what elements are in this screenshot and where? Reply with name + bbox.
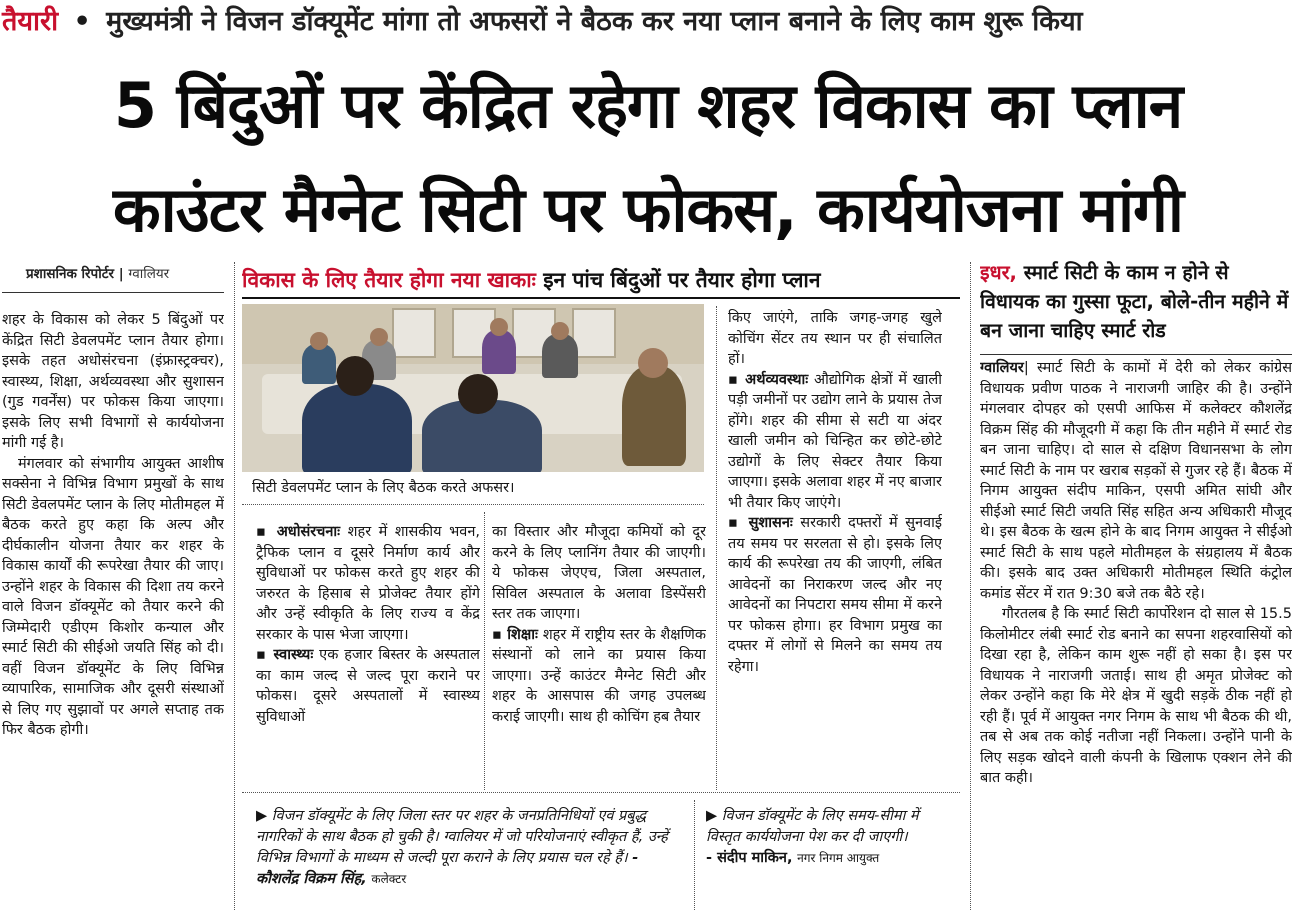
middle-section-heading [242,262,960,298]
right-paragraph-2: गौरतलब है कि स्मार्ट सिटी कार्पोरेशन दो साल से 15.5 किलोमीटर लंबी स्मार्ट रोड बनाने का सपना शहरवासियों को दिखा रहा है, लेकिन काम शुरू नहीं हो सका है। इस पर विधायक ने नाराजगी जताई। साथ ही अमृत प्रोजेक्ट को लेकर उन्होंने कहा कि मेरे क्षेत्र में खुदी सड़कें ठीक नहीं हो रही हैं। पूर्व में आयुक्त नगर निगम के साथ भी बैठक की थी, तब से अब तक कोई नतीजा नहीं निकला। उन्होंने पानी के लिए सड़क खोदने वाली कंपनी के खिलाफ एक्शन लेने की बात कही। [980,606,1292,786]
photo-head [370,328,388,346]
kicker-line [0,0,1296,48]
commissioner-quote [706,806,942,906]
photo-window [392,308,436,358]
point-infrastructure-label: ▪ अधोसंरचनाः [256,524,341,540]
point-education-label: ▪ शिक्षाः [492,626,538,643]
kicker-bullet: • [73,6,91,37]
photo-head [638,348,668,378]
middle-column-3 [728,308,942,790]
caption-rule [242,504,704,505]
point-governance [728,513,942,677]
right-heading-black: स्मार्ट सिटी के काम न होने से विधायक का गुस्सा फूटा, बोले-तीन महीने में बन जाना चाहिए स्मार्ट रोड [980,261,1289,342]
middle-heading-red: विकास के लिए तैयार होगा नया खाकाः [242,268,536,292]
commissioner-quote-text: ▶ विजन डॉक्यूमेंट के लिए समय-सीमा में विस्तृत कार्ययोजना पेश कर दी जाएगी। [706,808,919,845]
photo-person [482,330,516,374]
collector-quote-text: ▶ विजन डॉक्यूमेंट के लिए जिला स्तर पर शहर के जनप्रतिनिधियों एवं प्रबुद्ध नागरिकों के साथ बैठक हो चुकी है। ग्वालियर में जो परियोजनाएं स्वीकृत हैं, उन्हें विभिन्न विभागों के माध्यम से जल्दी पूरा कराने के लिए प्रयास चल रहे हैं। [256,808,668,866]
byline-reporter: प्रशासनिक रिपोर्टर [26,266,115,282]
photo-caption: सिटी डेवलपमेंट प्लान के लिए बैठक करते अफसर। [252,480,515,496]
collector-quote-signature: - कौशलेंद्र विक्रम सिंह, [256,850,639,887]
point-governance-text: सरकारी दफ्तरों में सुनवाई तय समय पर सरलता से हो। इसके लिए कार्य की रूपरेखा तय की जाएगी, लंबित आवेदनों का निराकरण जल्द और नए आवेदनों का निपटारा समय सीमा में करने पर फोकस होगा। हर विभाग प्रमुख का दफ्तर में लोगों से मिलने का समय तय रहेगा। [728,515,942,675]
point-governance-label: ▪ सुशासनः [728,515,793,531]
photo-person [302,384,412,472]
photo-person [622,366,686,466]
column-divider-mid-1 [484,512,485,790]
commissioner-quote-signature: - संदीप माकिन, [706,850,793,866]
quote-rule [242,792,960,793]
point-economy [728,370,942,514]
headline-line-2: काउंटर मैग्नेट सिटी पर फोकस, कार्ययोजना मांगी [113,173,1183,246]
photo-person [302,344,336,384]
right-heading-red: इधर, [980,261,1017,284]
middle-column-2 [492,522,706,790]
photo-window [572,308,616,358]
photo-head [490,318,508,336]
headline-line-1: 5 बिंदुओं पर केंद्रित रहेगा शहर विकास का प्लान [113,69,1183,142]
column-divider-right [970,262,971,910]
photo-head [336,356,374,396]
left-paragraph-1: शहर के विकास को लेकर 5 बिंदुओं पर केंद्रित सिटी डेवलपमेंट प्लान तैयार होगा। इसके तहत अधोसंरचना (इंफ्रास्ट्रक्चर), स्वास्थ्य, शिक्षा, अर्थव्यवस्था और सुशासन (गुड गवर्नेंस) पर फोकस किया जाएगा। इसके लिए सभी विभागों से कार्ययोजना मांगी गई है। [2,312,224,451]
point-infrastructure-text: शहर में शासकीय भवन, ट्रैफिक प्लान व दूसरे निर्माण कार्य और सुविधाओं पर फोकस करते हुए शहर की जरुरत के हिसाब से प्रोजेक्ट तैयार होंगे और उन्हें स्वीकृति के लिए राज्य व केंद्र सरकार के पास भेजा जाएगा। [256,524,480,643]
health-continued: का विस्तार और मौजूदा कमियों को दूर करने के लिए प्लानिंग तैयार की जाएगी। ये फोकस जेएएच, जिला अस्पताल, सिविल अस्पताल के अलावा डिस्पेंसरी स्तर तक जाएगा। [492,524,706,622]
point-education [492,625,706,728]
byline-separator: | [118,266,124,282]
right-article-column [980,358,1292,910]
left-paragraph-2: मंगलवार को संभागीय आयुक्त आशीष सक्सेना ने विभिन्न विभाग प्रमुखों के साथ सिटी डेवलपमेंट प्लान के लिए मोतीमहल में बैठक करते हुए कहा कि अल्प और दीर्घकालीन योजना तैयार कर शहर के विकास कार्यों की रूपरेखा तैयार की जाए। उन्होंने शहर के विकास की दिशा तय करने वाले विजन डॉक्यूमेंट को तैयार करने की जिम्मेदारी एडीएम किशोर कन्याल और स्मार्ट सिटी की सीईओ जयति सिंह को दी। वहीं विजन डॉक्यूमेंट के लिए विभिन्न व्यापारिक, सामाजिक और दूसरी संस्थाओं से लिए गए सुझावों पर अगले सप्ताह तक फिर बैठक होगी। [2,455,224,738]
right-paragraph-1 [980,358,1292,604]
right-separator: | [1023,360,1029,376]
education-continued: किए जाएंगे, ताकि जगह-जगह खुले कोचिंग सेंटर तय स्थान पर ही संचालित हों। [728,310,942,367]
byline-rule [2,292,224,293]
photo-person [542,334,578,378]
middle-column-1 [256,522,480,790]
quote-divider [694,800,695,910]
photo-head [551,322,569,340]
left-article-column [2,310,224,910]
right-place: ग्वालियर [980,360,1024,376]
point-education-text: शहर में राष्ट्रीय स्तर के शैक्षणिक संस्थानों को लाने का प्रयास किया जाएगा। उन्हें काउंटर मैग्नेट सिटी और शहर के आसपास की जगह उपलब्ध कराई जाएगी। साथ ही कोचिंग हब तैयार [492,626,706,725]
column-divider-mid-2 [716,306,717,790]
point-economy-label: ▪ अर्थव्यवस्थाः [728,371,809,388]
right-paragraph-1-text: स्मार्ट सिटी के कामों में देरी को लेकर कांग्रेस विधायक प्रवीण पाठक ने नाराजगी जाहिर की है। उन्होंने मंगलवार दोपहर को एसपी आफिस में कलेक्टर कौशलेंद्र विक्रम सिंह की मौजूदगी में कहा कि तीन महीने में स्मार्ट रोड बन जाना चाहिए। दो साल से दक्षिण विधानसभा के लोग स्मार्ट सिटी के नाम पर खराब सड़कों से गुजर रहे हैं। बैठक में निगम आयुक्त संदीप माकिन, एसपी अमित सांघी और सीईओ स्मार्ट सिटी जयति सिंह सहित अन्य अधिकारी मौजूद थे। इस बैठक के खत्म होने के बाद निगम आयुक्त ने सीईओ स्मार्ट सिटी के साथ पहले मोतीमहल के संग्रहालय में बैठक की। इसके बाद उक्त अधिकारी मोतीमहल स्थिति कंट्रोल कमांड सेंटर में रात 9:30 बजे तक बैठे रहे। [980,360,1292,602]
byline [26,264,226,282]
kicker-text: मुख्यमंत्री ने विजन डॉक्यूमेंट मांगा तो अफसरों ने बैठक कर नया प्लान बनाने के लिए काम शुरू किया [106,6,1083,37]
collector-quote-role: कलेक्टर [371,872,407,886]
right-heading-rule [980,354,1292,355]
right-article-heading [980,258,1292,352]
photo-head [310,332,328,350]
byline-city: ग्वालियर [128,266,170,282]
point-economy-text: औद्योगिक क्षेत्रों में खाली पड़ी जमीनों पर उद्योग लाने के प्रयास तेज होंगे। शहर की सीमा से सटी या अंदर खाली जमीन को चिन्हित कर छोटे-छोटे उद्योगों के लिए सेक्टर तैयार किया जाएगा। इसके अलावा शहर में नए बाजार भी तैयार किए जाएंगे। [728,371,942,511]
photo-head [458,374,498,414]
point-health-text: एक हजार बिस्तर के अस्पताल का काम जल्द से जल्द पूरा कराने पर फोकस। दूसरे अस्पतालों में स्वास्थ्य सुविधाओं [256,647,480,725]
kicker-label: तैयारी [2,6,59,37]
column-divider-left [234,262,235,910]
middle-heading-black: इन पांच बिंदुओं पर तैयार होगा प्लान [543,268,821,292]
point-health [256,645,480,727]
middle-heading-rule [242,297,960,299]
point-infrastructure [256,522,480,645]
commissioner-quote-role: नगर निगम आयुक्त [797,851,880,865]
collector-quote [256,806,684,906]
meeting-photo [242,304,704,472]
point-health-label: ▪ स्वास्थ्यः [256,647,314,663]
